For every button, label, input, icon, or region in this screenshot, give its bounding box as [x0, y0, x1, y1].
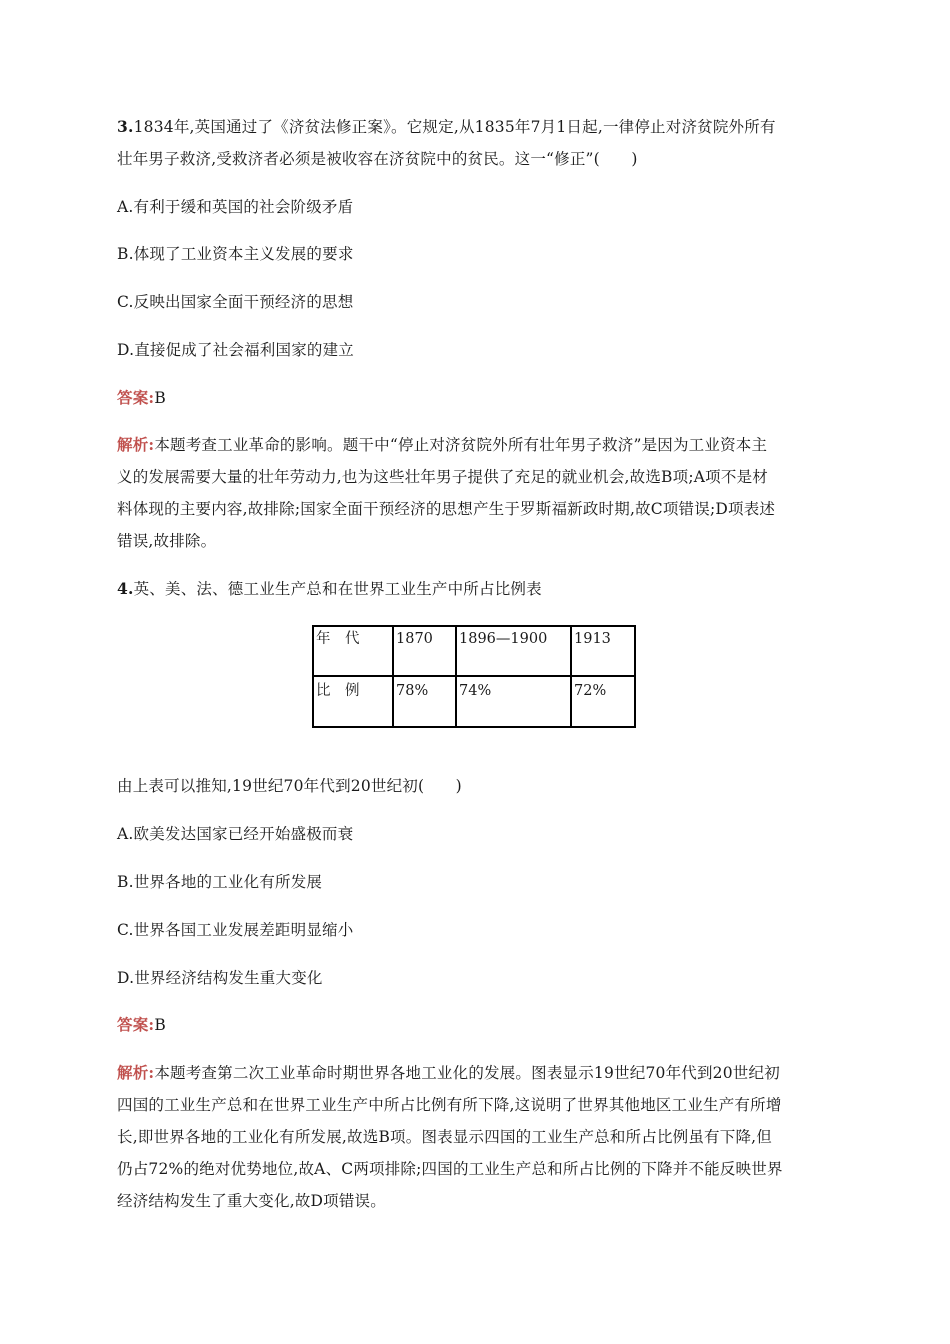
- q4-analysis-text-1: 本题考查第二次工业革命时期世界各地工业化的发展。图表显示19世纪70年代到20世纪初: [154, 1064, 780, 1082]
- q4-option-c: C.世界各国工业发展差距明显缩小: [117, 921, 354, 939]
- table-divider-h1: [314, 675, 634, 677]
- table-cell-78: 78%: [396, 683, 429, 699]
- table-cell-ratio-header: 比 例: [316, 683, 360, 699]
- table-cell-74: 74%: [459, 683, 492, 699]
- q3-option-b: B.体现了工业资本主义发展的要求: [117, 245, 354, 263]
- table-cell-72: 72%: [574, 683, 607, 699]
- q4-analysis-line2: 四国的工业生产总和在世界工业生产中所占比例有所下降,这说明了世界其他地区工业生产有所增: [117, 1096, 782, 1114]
- q4-number: 4.: [117, 579, 134, 598]
- ratio-table: [312, 625, 636, 728]
- q3-option-d: D.直接促成了社会福利国家的建立: [117, 341, 355, 359]
- q3-analysis-label: 解析:: [117, 435, 155, 454]
- q3-option-a: A.有利于缓和英国的社会阶级矛盾: [117, 198, 354, 216]
- q3-stem-line1: [117, 117, 776, 137]
- q3-stem-line2: 壮年男子救济,受救济者必须是被收容在济贫院中的贫民。这一“修正”( ): [117, 150, 638, 168]
- q4-analysis-line4: 仍占72%的绝对优势地位,故A、C两项排除;四国的工业生产总和所占比例的下降并不能反映世界: [117, 1160, 783, 1178]
- q4-title-line: [117, 579, 542, 599]
- table-cell-1913: 1913: [574, 631, 611, 647]
- q4-answer-value: B: [154, 1016, 166, 1034]
- q3-analysis-text-1: 本题考查工业革命的影响。题干中“停止对济贫院外所有壮年男子救济”是因为工业资本主: [154, 436, 768, 454]
- q4-option-a: A.欧美发达国家已经开始盛极而衰: [117, 825, 354, 843]
- q3-answer: [117, 388, 166, 408]
- table-cell-1870: 1870: [396, 631, 433, 647]
- q3-answer-value: B: [154, 389, 166, 407]
- q4-analysis-label: 解析:: [117, 1063, 155, 1082]
- q3-number: 3.: [117, 117, 134, 136]
- q4-analysis-line5: 经济结构发生了重大变化,故D项错误。: [117, 1192, 386, 1210]
- q4-option-b: B.世界各地的工业化有所发展: [117, 873, 323, 891]
- q3-analysis-line2: 义的发展需要大量的壮年劳动力,也为这些壮年男子提供了充足的就业机会,故选B项;A项不是材: [117, 468, 768, 486]
- q4-analysis-line3: 长,即世界各地的工业化有所发展,故选B项。图表显示四国的工业生产总和所占比例虽有下降,但: [117, 1128, 772, 1146]
- q3-answer-label: 答案:: [117, 388, 155, 407]
- q4-option-d: D.世界经济结构发生重大变化: [117, 969, 323, 987]
- q3-analysis-line1: [117, 435, 767, 455]
- table-cell-year-header: 年 代: [316, 631, 360, 647]
- q4-stem: 由上表可以推知,19世纪70年代到20世纪初( ): [117, 777, 462, 795]
- q3-stem-text-1: 1834年,英国通过了《济贫法修正案》。它规定,从1835年7月1日起,一律停止对济贫院外所有: [133, 118, 776, 136]
- q4-title: 英、美、法、德工业生产总和在世界工业生产中所占比例表: [133, 580, 542, 598]
- table-cell-1896-1900: 1896—1900: [459, 631, 548, 647]
- q4-analysis-line1: [117, 1063, 780, 1083]
- q3-analysis-line4: 错误,故排除。: [117, 532, 217, 550]
- q3-option-c: C.反映出国家全面干预经济的思想: [117, 293, 354, 311]
- q3-analysis-line3: 料体现的主要内容,故排除;国家全面干预经济的思想产生于罗斯福新政时期,故C项错误;D项表述: [117, 500, 776, 518]
- q4-answer: [117, 1015, 166, 1035]
- q4-answer-label: 答案:: [117, 1015, 155, 1034]
